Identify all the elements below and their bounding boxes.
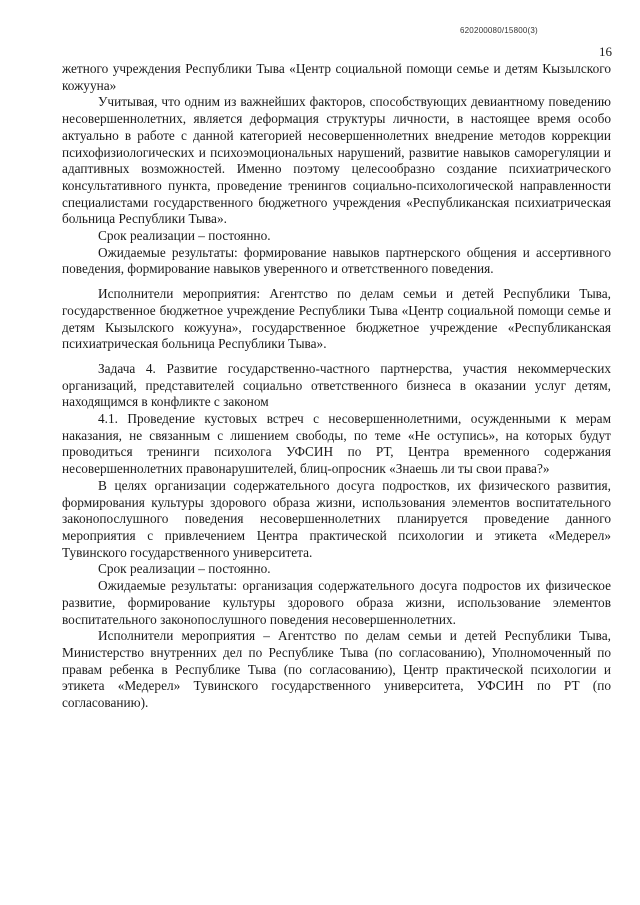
page-number: 16 <box>599 44 612 59</box>
paragraph-expected-results-2: Ожидаемые результаты: организация содержательного досуга подростов их физическое развитие, формирование культуры здорового образа жизни, использование элементов воспитательного законопослушного поведения несовершеннолетних. <box>62 578 611 627</box>
paragraph-expected-results: Ожидаемые результаты: формирование навыков партнерского общения и ассертивного поведения, формирование навыков уверенного и ответственного поведения. <box>62 244 611 277</box>
paragraph-task-4-heading: Задача 4. Развитие государственно-частного партнерства, участия некоммерческих организаций, представителей социально ответственного бизнеса в оказании услуг детям, находящимся в конфликте с законом <box>62 360 611 410</box>
paragraph-term: Срок реализации – постоянно. <box>98 228 271 244</box>
document-body <box>62 61 611 712</box>
paragraph-executors: Исполнители мероприятия: Агентство по делам семьи и детей Республики Тыва, государственное бюджетное учреждение Республики Тыва «Центр социальной помощи семье и детям Кызылского кожууна», государственное бюджетное учреждение «Республиканская психиатрическая больница Республики Тыва». <box>62 286 611 352</box>
paragraph-item-4-1: 4.1. Проведение кустовых встреч с несовершеннолетними, осужденными к мерам наказания, не связанным с лишением свободы, по теме «Не оступись», на которых будут проводиться тренинги психолога УФСИН по РТ, Центра временного содержания несовершеннолетних правонарушителей, блиц-опросник «Знаешь ли ты свои права?» <box>62 411 611 477</box>
paragraph-continuation: жетного учреждения Республики Тыва «Центр социальной помощи семье и детям Кызылского кожууна» <box>62 61 611 93</box>
paragraph-rationale: Учитывая, что одним из важнейших факторов, способствующих девиантному поведению несовершеннолетних, является деформация структуры личности, в настоящее время особо актуально в работе с данной категорией несовершеннолетних внедрение методов коррекции психофизиологических и психоэмоциональных нарушений, развитие навыков саморегуляции и адаптивных возможностей. Именно поэтому целесообразно создание психиатрического консультативного пункта, проведение тренингов социально-психологической направленности специалистами государственного бюджетного учреждения «Республиканская психиатрическая больница Республики Тыва». <box>62 94 611 227</box>
document-id: 620200080/15800(3) <box>460 26 538 35</box>
paragraph-term-2: Срок реализации – постоянно. <box>98 561 271 577</box>
paragraph-purpose: В целях организации содержательного досуга подростков, их физического развития, формирования культуры здорового образа жизни, использования элементов воспитательного законопослушного поведения несовершеннолетних планируется проведение данного мероприятия с привлечением Центра практической психологии и этикета «Медерел» Тувинского государственного университета. <box>62 477 611 560</box>
paragraph-executors-2: Исполнители мероприятия – Агентство по делам семьи и детей Республики Тыва, Министерство внутренних дел по Республике Тыва (по согласованию), Уполномоченный по правам ребенка в Республике Тыва (по согласованию), Центр практической психологии и этикета «Медерел» Тувинского государственного университета, УФСИН по РТ (по согласованию). <box>62 628 611 711</box>
